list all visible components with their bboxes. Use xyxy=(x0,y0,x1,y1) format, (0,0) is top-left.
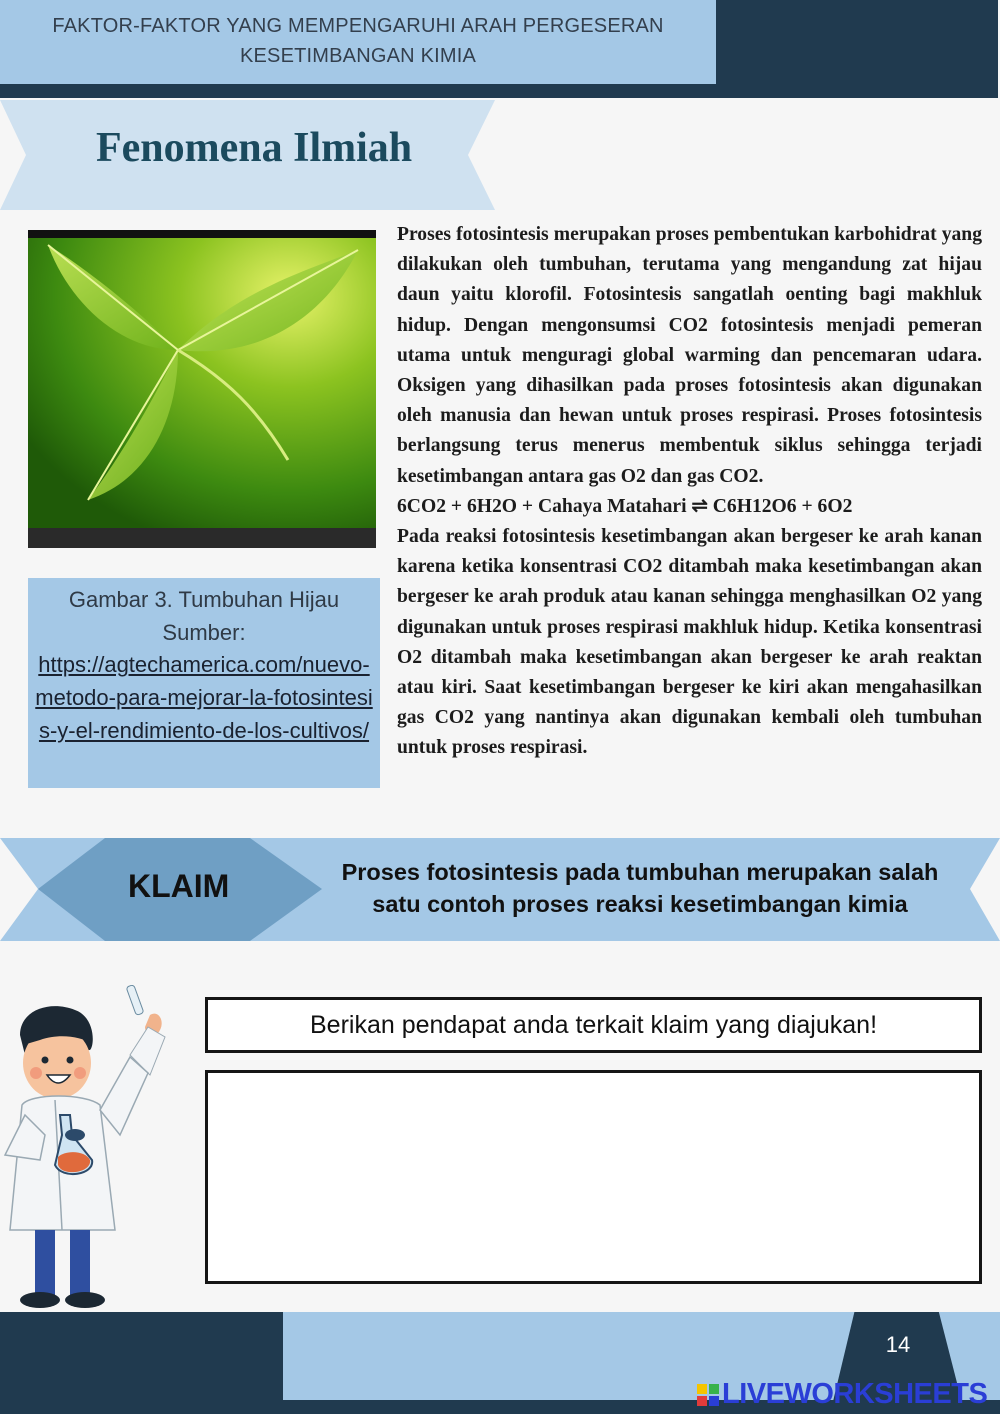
header-title-line2: KESETIMBANGAN KIMIA xyxy=(239,45,477,67)
paragraph-2: Pada reaksi fotosintesis kesetimbangan akan bergeser ke arah kanan karena ketika konsentrasi CO2 ditambah maka kesetimbangan akan bergeser ke arah produk atau kanan sehingga menghasilkan O2 yang digunakan untuk proses respirasi makhluk hidup. Ketika konsentrasi O2 ditambah maka kesetimbangan akan bergeser ke arah reaktan atau kiri. Saat kesetimbangan bergeser ke kiri akan mengahasilkan gas CO2 yang nantinya akan digunakan kembali oleh tumbuhan untuk proses respirasi. xyxy=(397,526,982,759)
watermark-text: LIVEWORKSHEETS xyxy=(722,1378,988,1410)
liveworksheets-logo-icon xyxy=(697,1384,719,1406)
page-number: 14 xyxy=(885,1332,911,1357)
claim-text: Proses fotosintesis pada tumbuhan merupakan salah satu contoh proses reaksi kesetimbangan kimia xyxy=(341,859,939,917)
header-title-box xyxy=(0,0,716,84)
section-title: Fenomena Ilmiah xyxy=(96,125,413,171)
paragraph-1: Proses fotosintesis merupakan proses pembentukan karbohidrat yang dilakukan oleh tumbuhan, terutama yang mengandung zat hijau daun yaitu klorofil. Fotosintesis sangatlah oenting bagi makhluk hidup. Dengan mengonsumsi CO2 fotosintesis menjadi pemeran utama untuk menguragi global warming dan pencemaran udara. Oksigen yang dihasilkan pada proses fotosintesis akan digunakan oleh manusia dan hewan untuk proses respirasi. Proses fotosintesis berlangsung terus menerus membentuk siklus sehingga terjadi kesetimbangan antara gas O2 dan gas CO2. xyxy=(397,224,982,487)
scientist-illustration xyxy=(0,985,180,1315)
question-prompt: Berikan pendapat anda terkait klaim yang diajukan! xyxy=(205,997,982,1053)
header-title-line1: FAKTOR-FAKTOR YANG MEMPENGARUHI ARAH PERGESERAN xyxy=(52,15,664,37)
caption-title: Gambar 3. Tumbuhan Hijau xyxy=(68,587,340,612)
reaction-equation: 6CO2 + 6H2O + Cahaya Matahari ⇌ C6H12O6 + 6O2 xyxy=(397,495,853,517)
caption-source-link[interactable]: https://agtechamerica.com/nuevo-metodo-para-mejorar-la-fotosintesis-y-el-rendimiento-de-los-cultivos/ xyxy=(35,652,373,743)
body-text xyxy=(397,220,982,764)
claim-label: KLAIM xyxy=(128,868,230,904)
green-plant-image xyxy=(28,230,376,548)
answer-textarea[interactable] xyxy=(205,1070,982,1284)
caption-source-label: Sumber: xyxy=(162,619,246,645)
liveworksheets-watermark[interactable] xyxy=(697,1378,987,1410)
image-caption xyxy=(28,578,380,788)
